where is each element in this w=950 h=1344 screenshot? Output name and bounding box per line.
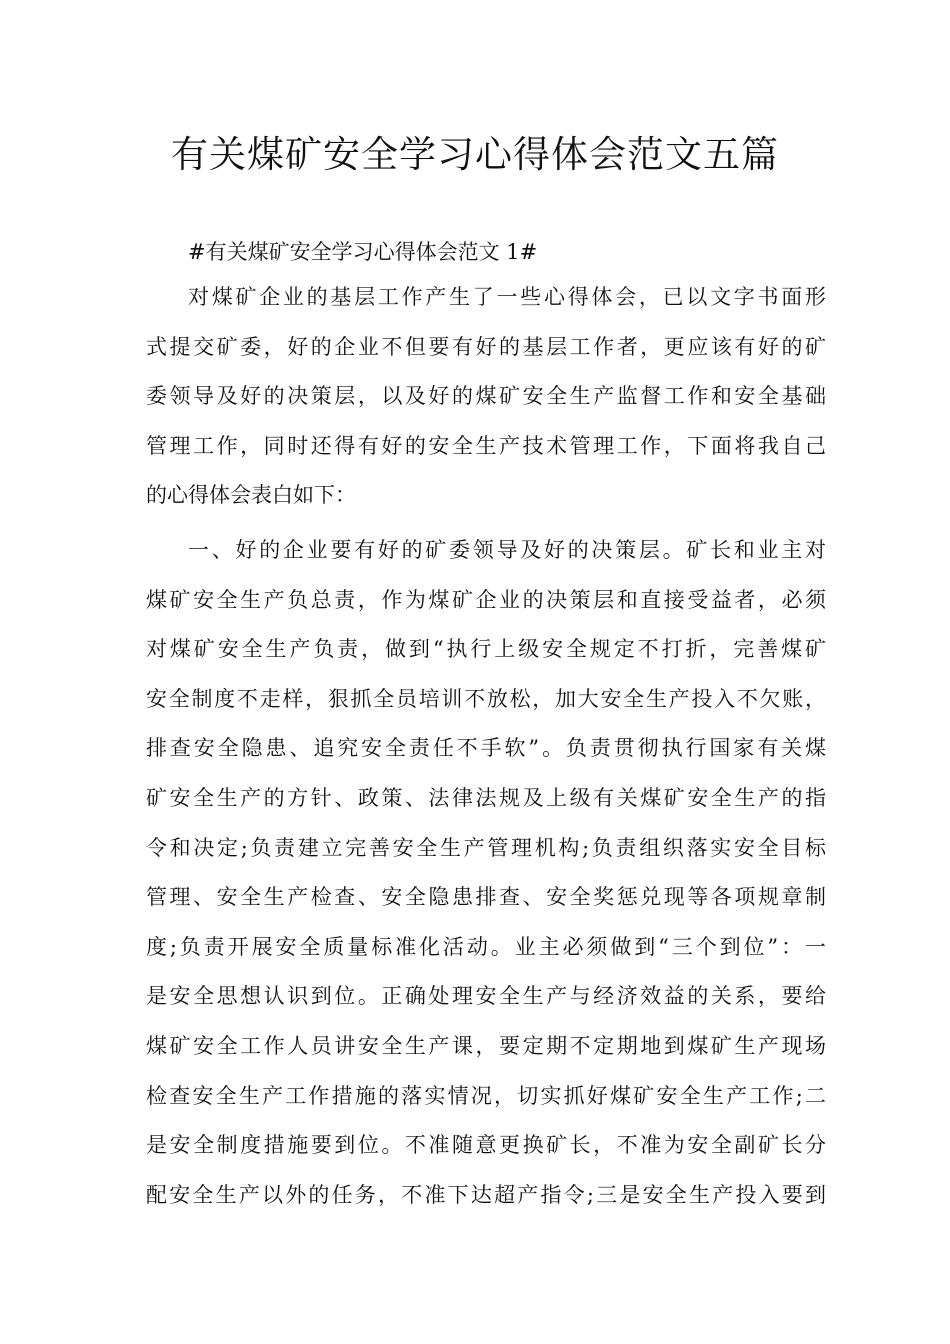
- paragraph-line: 排查安全隐患、追究安全责任不手软”。负责贯彻执行国家有关煤: [146, 736, 826, 761]
- paragraph-line: 安全制度不走样，狠抓全员培训不放松，加大安全生产投入不欠账，: [146, 686, 826, 711]
- paragraph-line: 煤矿安全工作人员讲安全生产课，要定期不定期地到煤矿生产现场: [146, 1033, 826, 1058]
- paragraph-line: 检查安全生产工作措施的落实情况，切实抓好煤矿安全生产工作;二: [146, 1083, 826, 1108]
- paragraph-line: 一、好的企业要有好的矿委领导及好的决策层。矿长和业主对: [188, 538, 826, 562]
- paragraph-line: 管理工作，同时还得有好的安全生产技术管理工作，下面将我自己: [146, 433, 826, 458]
- document-title: 有关煤矿安全学习心得体会范文五篇: [171, 133, 779, 176]
- paragraph-line: 式提交矿委，好的企业不但要有好的基层工作者，更应该有好的矿: [146, 334, 826, 359]
- paragraph-line: 委领导及好的决策层，以及好的煤矿安全生产监督工作和安全基础: [146, 384, 826, 409]
- paragraph-line: 管理、安全生产检查、安全隐患排查、安全奖惩兑现等各项规章制: [146, 885, 826, 910]
- paragraph-2: [146, 526, 826, 1220]
- paragraph-line: 是安全思想认识到位。正确处理安全生产与经济效益的关系，要给: [146, 984, 826, 1009]
- paragraph-line: 令和决定;负责建立完善安全生产管理机构;负责组织落实安全目标: [146, 835, 826, 860]
- paragraph-line: 对煤矿安全生产负责，做到“执行上级安全规定不打折，完善煤矿: [146, 637, 826, 662]
- paragraph-line: 矿安全生产的方针、政策、法律法规及上级有关煤矿安全生产的指: [146, 785, 826, 810]
- paragraph-line: 是安全制度措施要到位。不准随意更换矿长，不准为安全副矿长分: [146, 1133, 826, 1158]
- paragraph-line: 煤矿安全生产负总责，作为煤矿企业的决策层和直接受益者，必须: [146, 587, 826, 612]
- paragraph-line: 度;负责开展安全质量标准化活动。业主必须做到“三个到位”：一: [146, 934, 826, 959]
- paragraph-line: 配安全生产以外的任务，不准下达超产指令;三是安全生产投入要到: [146, 1182, 826, 1207]
- section-heading: #有关煤矿安全学习心得体会范文 1#: [188, 240, 538, 264]
- paragraph-line: 的心得体会表白如下：: [146, 483, 356, 508]
- paragraph-line: 对煤矿企业的基层工作产生了一些心得体会，已以文字书面形: [188, 285, 826, 309]
- paragraph-1: [146, 273, 826, 521]
